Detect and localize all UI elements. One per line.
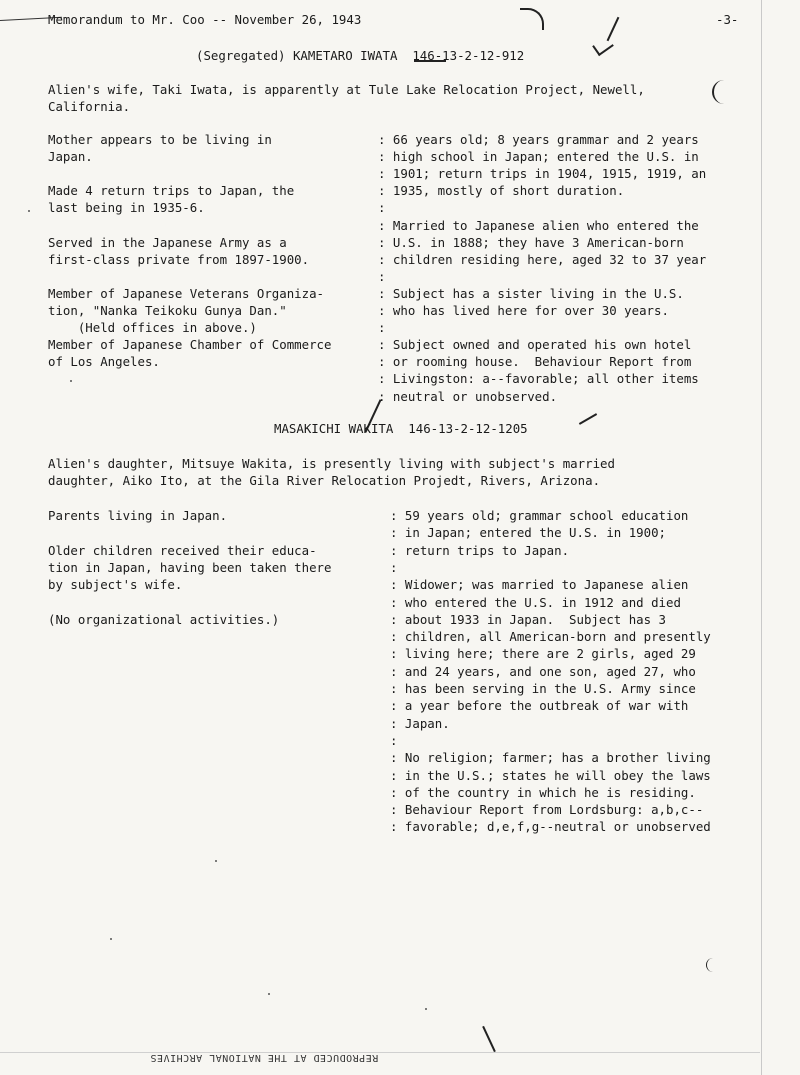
text-line: : [378, 200, 386, 216]
text-line: Member of Japanese Veterans Organiza- [48, 285, 325, 301]
text-line: Parents living in Japan. [48, 508, 228, 523]
text-line: daughter, Aiko Ito, at the Gila River Relocation Projedt, Rivers, Arizona. [48, 473, 601, 488]
paper-speck [28, 210, 30, 212]
text-line: : [390, 559, 398, 575]
text-line: : U.S. in 1888; they have 3 American-born [378, 234, 684, 250]
text-line: California. [48, 99, 131, 114]
text-line: : in Japan; entered the U.S. in 1900; [390, 525, 667, 541]
text-line: (Held offices in above.) [48, 320, 257, 336]
paper-speck [268, 993, 270, 995]
text-line: : Japan. [390, 715, 450, 731]
page-right-edge [761, 0, 762, 1075]
text-line: : No religion; farmer; has a brother living [390, 750, 711, 766]
text-line: : of the country in which he is residing. [390, 784, 696, 800]
text-line: Served in the Japanese Army as a [48, 234, 287, 250]
text-line: Member of Japanese Chamber of Commerce [48, 337, 332, 353]
text-line: : return trips to Japan. [390, 542, 570, 558]
text-line: by subject's wife. [48, 577, 183, 593]
text-line: : who entered the U.S. in 1912 and died [390, 594, 681, 610]
text-line: Alien's wife, Taki Iwata, is apparently at Tule Lake Relocation Project, Newell, [48, 82, 645, 97]
paper-speck [706, 958, 713, 972]
text-line: first-class private from 1897-1900. [48, 251, 310, 267]
text-line: : Livingston: a--favorable; all other items [378, 371, 699, 387]
text-line: Alien's daughter, Mitsuye Wakita, is presently living with subject's married [48, 456, 615, 471]
page-number: -3- [716, 12, 739, 27]
text-line: : [390, 732, 398, 748]
text-line: (No organizational activities.) [48, 611, 280, 627]
text-line: : Behaviour Report from Lordsburg: a,b,c-- [390, 802, 704, 818]
text-line: : a year before the outbreak of war with [390, 698, 689, 714]
handwritten-paren [712, 80, 728, 104]
text-line: : or rooming house. Behaviour Report from [378, 354, 692, 370]
text-line: : Subject owned and operated his own hotel [378, 337, 692, 353]
scan-bottom-line [0, 1052, 760, 1053]
text-line: : Widower; was married to Japanese alien [390, 577, 689, 593]
section2-heading: MASAKICHI WAKITA 146-13-2-12-1205 [274, 421, 528, 436]
text-line: of Los Angeles. [48, 354, 160, 370]
text-line: : 66 years old; 8 years grammar and 2 years [378, 132, 699, 147]
text-line: : has been serving in the U.S. Army since [390, 681, 696, 696]
text-line: : who has lived here for over 30 years. [378, 303, 669, 318]
section1-heading: (Segregated) KAMETARO IWATA 146-13-2-12-912 [196, 48, 525, 63]
text-line: : favorable; d,e,f,g--neutral or unobserved [390, 819, 711, 835]
text-line: tion in Japan, having been taken there [48, 559, 332, 575]
text-line: Mother appears to be living in [48, 132, 272, 147]
paper-speck [215, 860, 217, 862]
memo-header: Memorandum to Mr. Coo -- November 26, 1943 [48, 12, 362, 27]
handwritten-mark [520, 8, 544, 30]
paper-speck [70, 380, 72, 382]
text-line: : about 1933 in Japan. Subject has 3 [390, 611, 667, 627]
text-line: : in the U.S.; states he will obey the laws [390, 767, 711, 783]
text-line: : children residing here, aged 32 to 37 year [378, 251, 707, 267]
text-line: : high school in Japan; entered the U.S. in [378, 149, 699, 165]
text-line: : 1935, mostly of short duration. [378, 183, 625, 199]
text-line: : [378, 268, 386, 284]
text-line: : 1901; return trips in 1904, 1915, 1919, an [378, 166, 707, 182]
handwritten-tick [579, 413, 597, 425]
text-line: : Married to Japanese alien who entered the [378, 217, 699, 233]
text-line: : [378, 320, 386, 336]
archive-footer: REPRODUCED AT THE NATIONAL ARCHIVES [150, 1052, 379, 1063]
text-line: : children, all American-born and presently [390, 629, 711, 645]
handwritten-stroke-bottom [482, 1026, 496, 1052]
text-line: last being in 1935-6. [48, 200, 205, 216]
handwritten-check [592, 36, 614, 56]
text-line: : 59 years old; grammar school education [390, 508, 689, 523]
text-line: : Subject has a sister living in the U.S. [378, 285, 684, 301]
text-line: Older children received their educa- [48, 542, 317, 558]
text-line: Japan. [48, 149, 93, 165]
text-line: : and 24 years, and one son, aged 27, who [390, 663, 696, 679]
text-line: : living here; there are 2 girls, aged 29 [390, 646, 696, 662]
text-line: Made 4 return trips to Japan, the [48, 183, 295, 199]
paper-speck [110, 938, 112, 940]
text-line: : neutral or unobserved. [378, 388, 558, 404]
text-line: tion, "Nanka Teikoku Gunya Dan." [48, 303, 287, 318]
paper-speck [425, 1008, 427, 1010]
